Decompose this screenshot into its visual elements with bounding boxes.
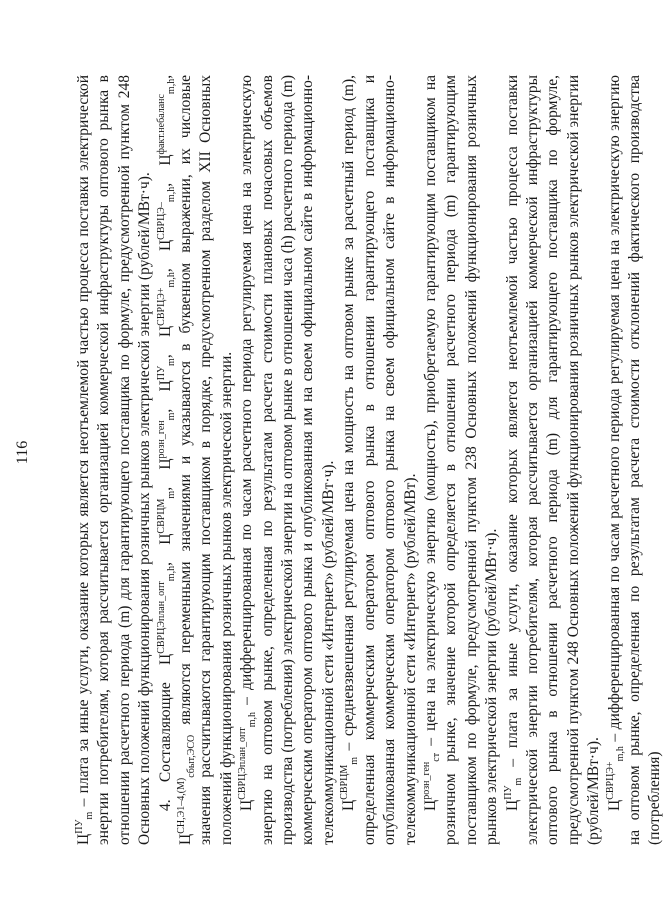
formula-c-pu: $Ц^{ПУ}_m$	[74, 811, 95, 845]
formula-c-pu-2: $Ц^{ПУ}_m$	[155, 358, 177, 392]
paragraph-svrcm: $Ц^{СВРЦМ}_m$ – средневзвешенная регулируемая цена на мощность на оптовом рынке за расчетный период (m), определенная коммерческим оператором оптового рынка в отношении гарантирующего поставщика и опубликованная коммерческим оператором оптового рынка на своем официальном сайте в информационно-телекоммуникационной сети «Интернет» (рублей/МВт).	[339, 75, 419, 845]
formula-c-rozn-gen-def: $Ц^{розн\_ген}_{ст}$	[420, 752, 442, 811]
formula-c-svrcem: $Ц^{СВРЦЭ-}_{m,h}$	[155, 186, 177, 252]
page-number: 116	[14, 440, 31, 465]
formula-c-sn-sbyt: $Ц^{СН,Э1-4,(М)}_{сбыт,ЭСО}$	[176, 734, 198, 845]
formula-c-svrcep-def: $Ц^{СВРЦЭ+}_{m,h}$	[604, 746, 626, 811]
paragraph-components: 4. Составляющие $Ц^{СВРЦЭплан\_опт}_{m,h}$, $Ц^{СВРЦМ}_m$, $Ц^{розн\_ген}_m$, $Ц^{ПУ}_m$, $Ц^{СВРЦЭ+}_{m,h}$, $Ц^{СВРЦЭ-}_{m,h}$, $Ц^{факт.небаланс}_{m,h}$, $Ц^{СН,Э1-4,(М)}_{сбыт,ЭСО}$ являются переменными значениями и указываются в буквенном выражении, их числовые значения рассчитываются гарантирующим поставщиком в порядке, предусмотренном разделом XII Основных положений функционирования розничных рынков электрической энергии.	[155, 74, 235, 845]
paragraph-svrcem-plan-opt: $Ц^{СВРЦЭплан\_опт}_{m,h}$ – дифференцированная по часам расчетного периода регулируемая цена на электрическую энергию на оптовом рынке, определенная по результатам расчета стоимости плановых почасовых объемов производства (потребления) электрической энергии на оптовом рынке в отношении часа (h) расчетного периода (m) коммерческим оператором оптового рынка и опубликованная им на своем официальном сайте в информационно-телекоммуникационной сети «Интернет» (рублей/МВт·ч).	[237, 75, 337, 845]
formula-c-svrcm: $Ц^{СВРЦМ}_m$	[155, 490, 177, 545]
formula-c-svrcm-def: $Ц^{СВРЦМ}_m$	[339, 757, 361, 811]
formula-c-svrcem-plan-opt: $Ц^{СВРЦЭплан\_опт}_{m,h}$	[155, 565, 177, 665]
paragraph-svrcep: $Ц^{СВРЦЭ+}_{m,h}$ – дифференцированная по часам расчетного периода регулируемая цена на электрическую энергию на оптовом рынке, определенная по результатам расчета стоимости отклонений фактического производства (потребления)	[604, 75, 664, 845]
paragraph-pu-fee: $Ц^{ПУ}_m$ – плата за иные услуги, оказание которых является неотъемлемой частью процесса поставки электрической энергии потребителям, которая рассчитывается организацией коммерческой инфраструктуры оптового рынка в отношении расчетного периода (m) для гарантирующего поставщика по формуле, предусмотренной пунктом 248 Основных положений функционирования розничных рынков электрической энергии (рублей/МВт·ч).	[74, 75, 154, 845]
paragraph-rozn-gen: $Ц^{розн\_ген}_{ст}$ – цена на электрическую энергию (мощность), приобретаемую гарантирующим поставщиком на розничном рынке, значение которой определяется в отношении расчетного периода (m) гарантирующим поставщиком по формуле, предусмотренной пунктом 238 Основных положений функционирования розничных рынков электрической энергии (рублей/МВт·ч).	[420, 75, 501, 845]
formula-c-rozn-gen: $Ц^{розн\_ген}_m$	[155, 412, 177, 470]
document-body	[74, 75, 666, 845]
formula-c-svrcem-plan-opt-def: $Ц^{СВРЦЭплан\_опт}_{m,h}$	[237, 711, 259, 811]
formula-c-pu-def: $Ц^{ПУ}_m$	[502, 777, 524, 811]
formula-c-svrcep: $Ц^{СВРЦЭ+}_{m,h}$	[155, 272, 177, 338]
paragraph-pu-fee-2: $Ц^{ПУ}_m$ – плата за иные услуги, оказание которых является неотъемлемой частью процесса поставки электрической энергии потребителям, которая рассчитывается организацией коммерческой инфраструктуры оптового рынка в отношении расчетного периода (m) для гарантирующего поставщика по формуле, предусмотренной пунктом 248 Основных положений функционирования розничных рынков электрической энергии (рублей/МВт·ч).	[502, 75, 603, 845]
formula-c-fakt-nebal: $Ц^{факт.небаланс}_{m,h}$	[155, 78, 177, 166]
